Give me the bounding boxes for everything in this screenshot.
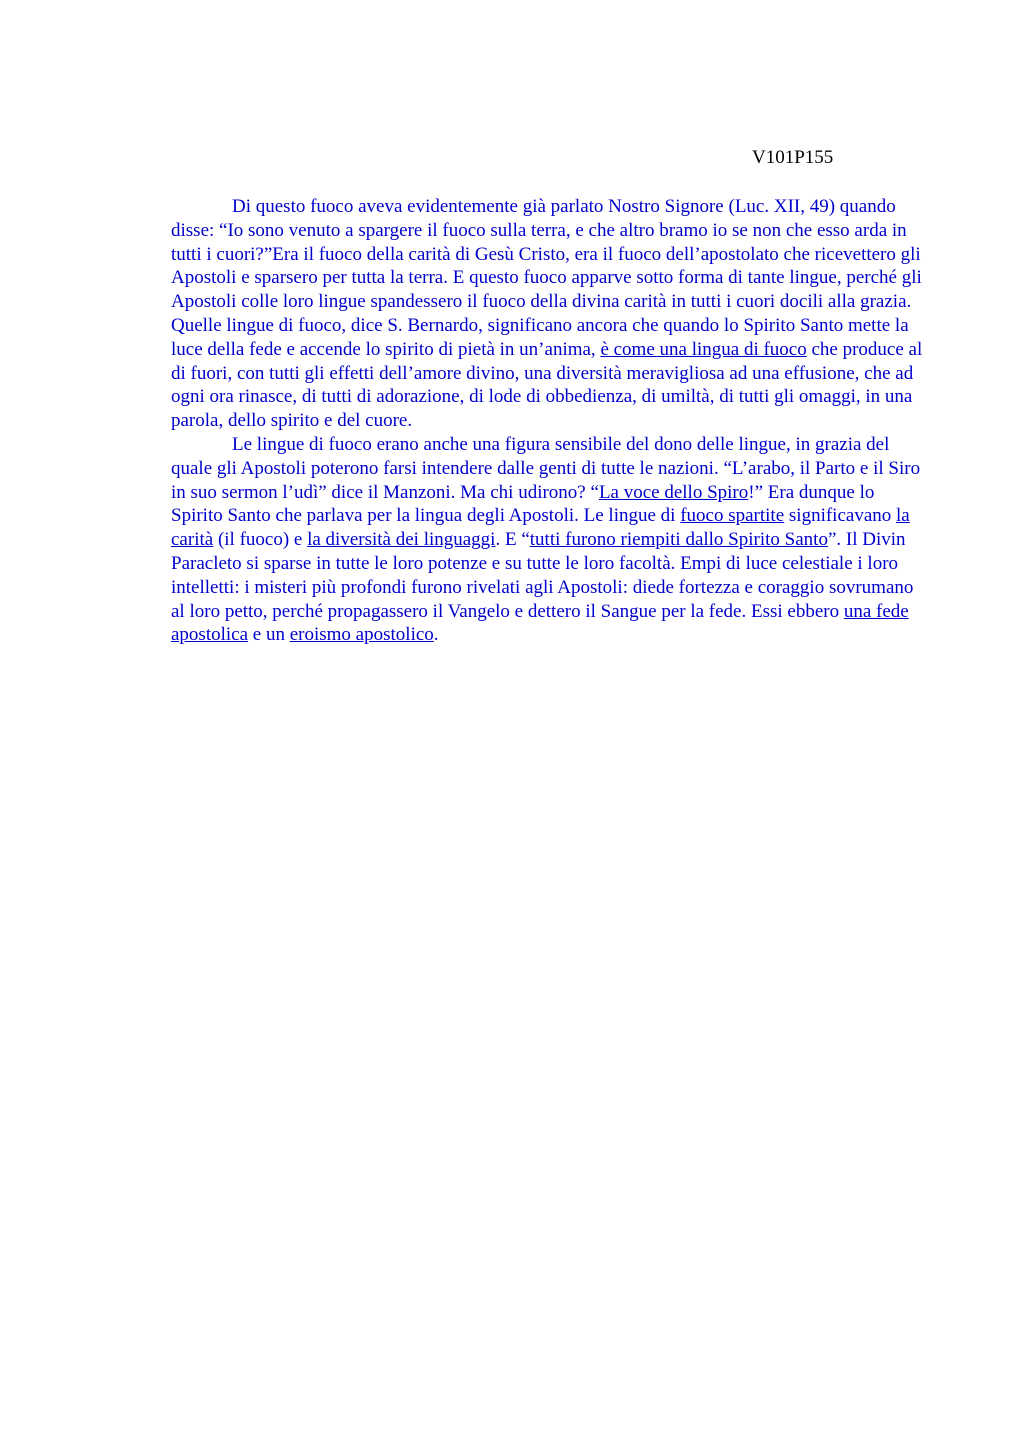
paragraph-text: Di questo fuoco aveva evidentemente già parlato Nostro Signore (Luc. XII, 49) quando disse: “Io sono venuto a spargere il fuoco sulla terra, e che altro bramo io se non che esso arda in tutti i cuori?”Era il fuoco della carità di Gesù Cristo, era il fuoco dell’apostolato che ricevettero gli Apostoli e sparsero per tutta la terra. E questo fuoco apparve sotto forma di tante lingue, perché gli Apostoli colle loro lingue spandessero il fuoco della divina carità in tutti i cuori docili alla grazia. Quelle lingue di fuoco, dice S. Bernardo, significano ancora che quando lo Spirito Santo mette la luce della fede e accende lo spirito di pietà in un’anima,: [171, 196, 922, 360]
underlined-phrase: una fede apostolica: [171, 600, 909, 646]
page-identifier: V101P155: [752, 147, 834, 168]
paragraph-text: .: [433, 624, 439, 646]
paragraph-1: [171, 195, 923, 433]
underlined-phrase: è come una lingua di fuoco: [600, 338, 807, 360]
underlined-phrase: tutti furono riempiti dallo Spirito Santo: [529, 529, 828, 551]
underlined-phrase: eroismo apostolico: [289, 624, 434, 646]
paragraph-text: che produce al di fuori, con tutti gli effetti dell’amore divino, una diversità meravigliosa ad una effusione, che ad ogni ora rinasce, di tutti di adorazione, di lode di obbedienza, di umiltà, di tutti gli omaggi, in una parola, dello spirito e del cuore.: [171, 338, 923, 432]
paragraph-text: ”. Il Divin Paracleto si sparse in tutte le loro potenze e su tutte le loro facoltà. Empi di luce celestiale i loro intelletti: i misteri più profondi furono rivelati agli Apostoli: diede fortezza e coraggio sovrumano al loro petto, perché propagassero il Vangelo e dettero il Sangue per la fede. Essi ebbero: [171, 529, 914, 622]
paragraph-text: !” Era dunque lo Spirito Santo che parlava per la lingua degli Apostoli. Le lingue di: [171, 481, 875, 527]
underlined-phrase: La voce dello Spiro: [598, 481, 749, 503]
paragraph-text: Le lingue di fuoco erano anche una figura sensibile del dono delle lingue, in grazia del quale gli Apostoli poterono farsi intendere dalle genti di tutte le nazioni. “L’arabo, il Parto e il Siro in suo sermon l’udì” dice il Manzoni. Ma chi udirono? “: [171, 433, 921, 503]
paragraph-text: . E “: [495, 529, 530, 551]
underlined-phrase: fuoco spartite: [680, 505, 785, 527]
underlined-phrase: la carità: [171, 505, 910, 551]
paragraph-text: (il fuoco) e: [213, 529, 308, 551]
paragraph-text: significavano: [784, 505, 896, 527]
document-body: [171, 195, 923, 647]
paragraph-text: e un: [248, 624, 290, 646]
underlined-phrase: la diversità dei linguaggi: [307, 529, 496, 551]
paragraph-2: [171, 433, 923, 647]
